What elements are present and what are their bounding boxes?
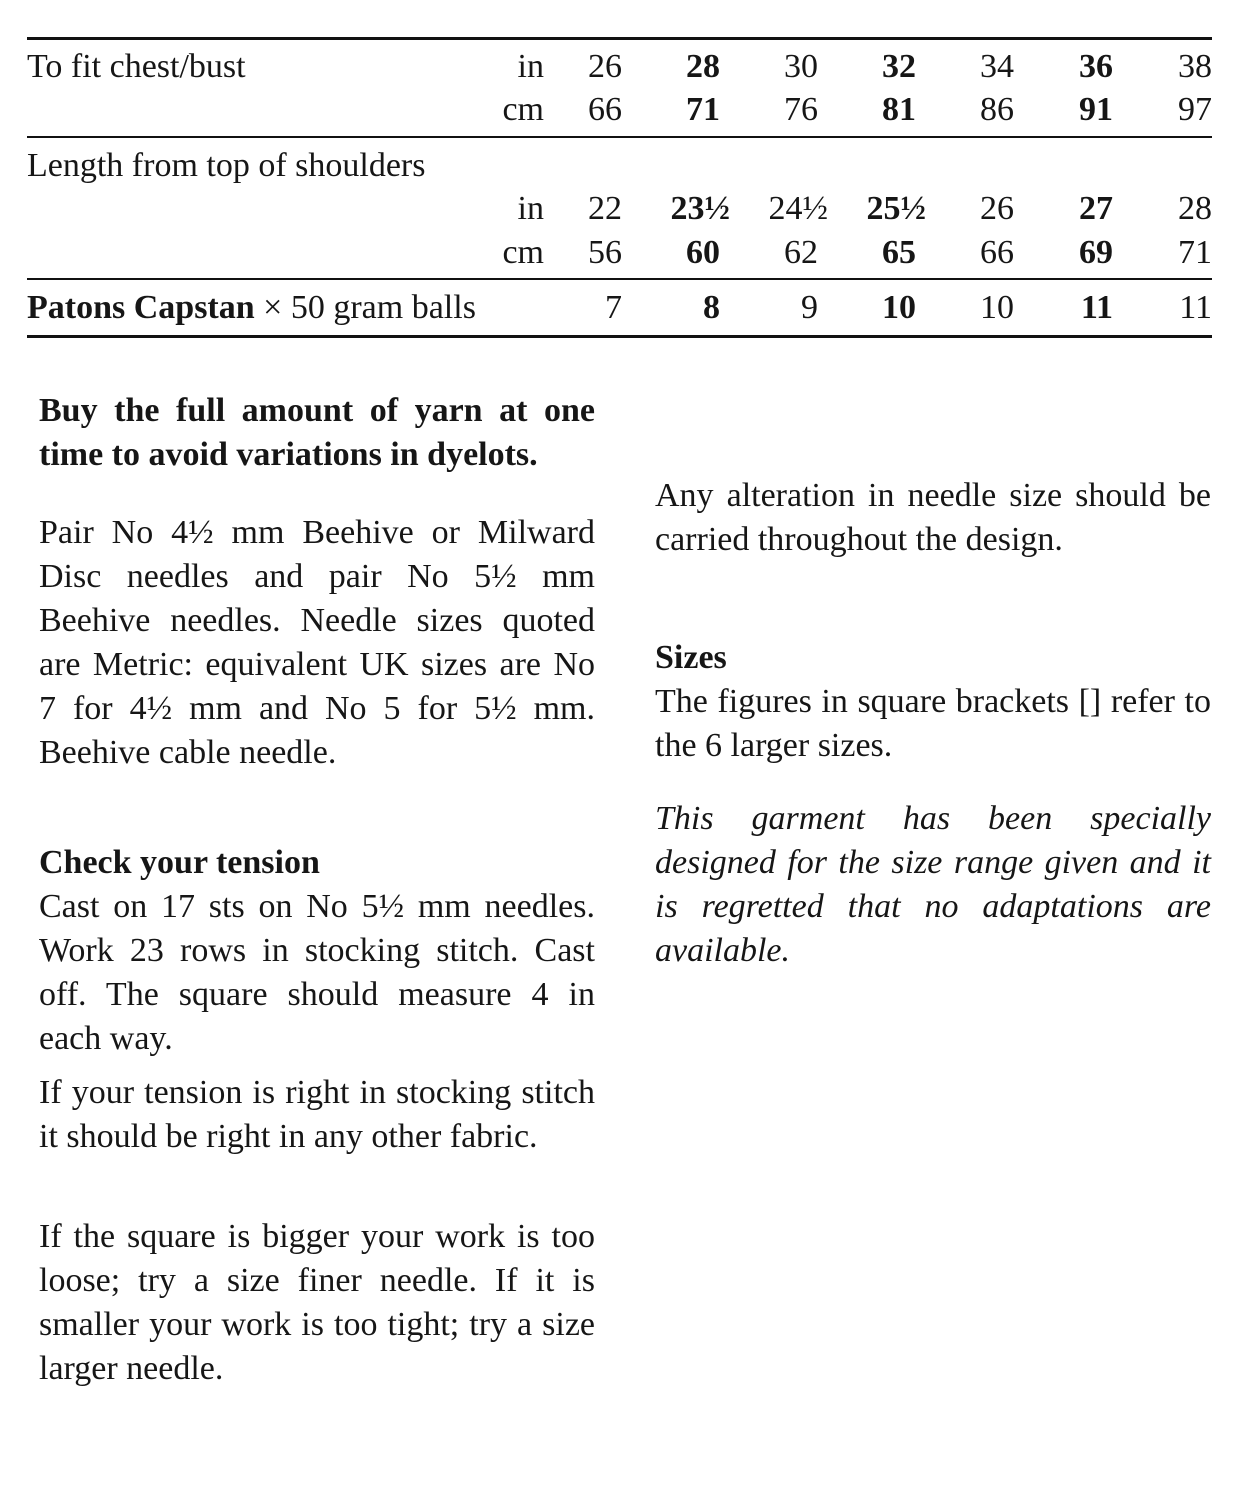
table-cell: 91 (1079, 91, 1113, 128)
table-cell: 86 (980, 91, 1014, 128)
table-cell: 65 (882, 234, 916, 271)
row-label-yarn (27, 286, 476, 330)
tension-adjust-section (39, 1215, 595, 1391)
table-cell: 97 (1178, 91, 1212, 128)
left-column (39, 389, 595, 477)
table-cell: 27 (1079, 190, 1113, 227)
table-cell: 71 (686, 91, 720, 128)
table-cell: 38 (1178, 48, 1212, 85)
table-row-length-in (27, 187, 1212, 231)
table-cell: 23½ (670, 190, 730, 227)
table-bottom-rule (27, 335, 1212, 338)
table-cell: 10 (882, 289, 916, 326)
tension-adjust-paragraph: If the square is bigger your work is too loose; try a size finer needle. If it is smaller your work is too tight; try a size larger needle. (39, 1218, 595, 1387)
sizes-heading: Sizes (655, 639, 727, 676)
table-cell: 30 (784, 48, 818, 85)
alteration-section (655, 474, 1211, 562)
alteration-paragraph: Any alteration in needle size should be carried throughout the design. (655, 477, 1211, 558)
sizes-paragraph: The figures in square brackets [] refer to the 6 larger sizes. (655, 683, 1211, 764)
table-cell: 25½ (866, 190, 926, 227)
table-cell: 71 (1178, 234, 1212, 271)
table-cell: 66 (980, 234, 1014, 271)
table-cell: 34 (980, 48, 1014, 85)
table-cell: 26 (588, 48, 622, 85)
table-cell: 56 (588, 234, 622, 271)
table-cell: 24½ (768, 190, 828, 227)
needles-paragraph: Pair No 4½ mm Beehive or Milward Disc needles and pair No 5½ mm Beehive needles. Needle sizes quoted are Metric: equivalent UK sizes are No 7 for 4½ mm and No 5 for 5½ mm. Beehive cable needle. (39, 514, 595, 771)
table-cell: 22 (588, 190, 622, 227)
table-cell: 9 (801, 289, 818, 326)
table-cell: 60 (686, 234, 720, 271)
unit-label: in (517, 190, 544, 227)
row-label-length: Length from top of shoulders (27, 147, 426, 184)
tension-heading: Check your tension (39, 844, 320, 881)
table-cell: 66 (588, 91, 622, 128)
table-cell: 11 (1080, 289, 1113, 326)
table-cell: 76 (784, 91, 818, 128)
garment-note: This garment has been specially designed for the size range given and it is regretted that no adaptations are available. (655, 800, 1211, 969)
table-cell: 8 (703, 289, 720, 326)
table-cell: 7 (605, 289, 622, 326)
row-label-chest: To fit chest/bust (27, 48, 246, 85)
table-cell: 10 (980, 289, 1014, 326)
table-cell: 28 (686, 48, 720, 85)
unit-label: cm (502, 234, 544, 271)
yarn-quantity-label: × 50 gram balls (254, 289, 476, 326)
tension-section (39, 841, 595, 1061)
table-top-rule (27, 37, 1212, 40)
tension-right-section (39, 1071, 595, 1159)
table-cell: 81 (882, 91, 916, 128)
unit-label: in (517, 48, 544, 85)
table-divider-rule (27, 278, 1212, 280)
table-cell: 28 (1178, 190, 1212, 227)
yarn-brand: Patons Capstan (27, 289, 255, 326)
table-cell: 36 (1079, 48, 1113, 85)
table-row-length-cm (27, 231, 1212, 275)
table-row-yarn (27, 286, 1212, 330)
table-row-chest-in (27, 45, 1212, 89)
tension-right-paragraph: If your tension is right in stocking stitch it should be right in any other fabric. (39, 1074, 595, 1155)
table-cell: 26 (980, 190, 1014, 227)
needles-section (39, 511, 595, 775)
unit-label: cm (502, 91, 544, 128)
garment-note-section (655, 797, 1211, 973)
table-row-chest-cm (27, 88, 1212, 132)
table-cell: 62 (784, 234, 818, 271)
sizes-section (655, 636, 1211, 768)
table-cell: 69 (1079, 234, 1113, 271)
tension-paragraph: Cast on 17 sts on No 5½ mm needles. Work 23 rows in stocking stitch. Cast off. The square should measure 4 in each way. (39, 888, 595, 1057)
table-cell: 11 (1179, 289, 1212, 326)
table-row-length-label (27, 144, 1212, 188)
table-cell: 32 (882, 48, 916, 85)
yarn-notice: Buy the full amount of yarn at one time to avoid variations in dyelots. (39, 392, 595, 473)
table-divider-rule (27, 136, 1212, 138)
